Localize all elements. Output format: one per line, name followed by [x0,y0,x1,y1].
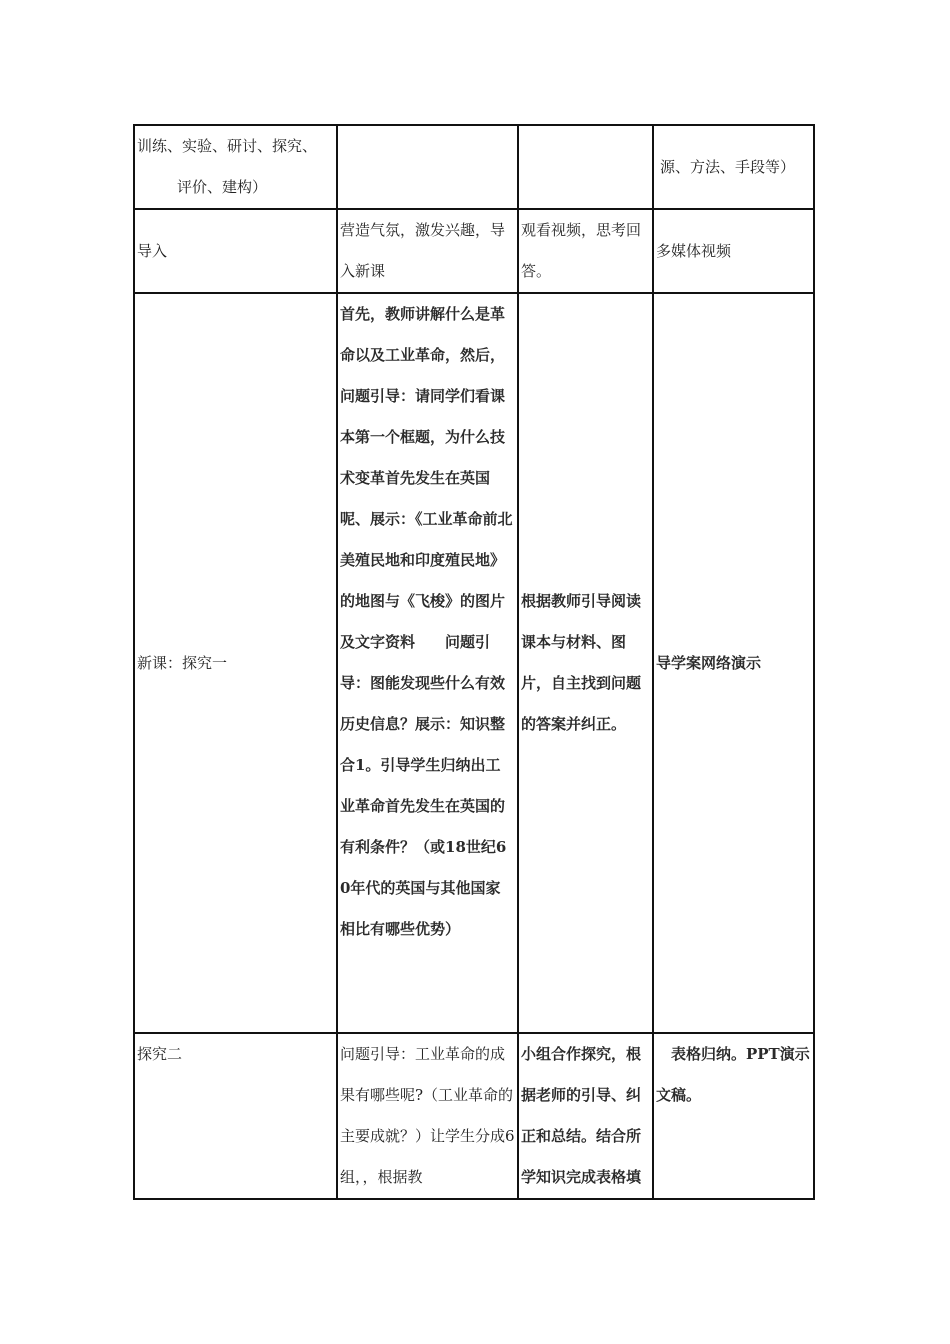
header-cell-teacher [337,125,518,209]
student-activity-cell: 观看视频，思考回答。 [518,209,653,293]
table-row [134,209,814,293]
teacher-activity-cell: 首先，教师讲解什么是革命以及工业革命，然后，问题引导：请同学们看课本第一个框题，为什么技术变革首先发生在英国呢、展示：《工业革命前北美殖民地和印度殖民地》的地图与《飞梭》的图片及文字资料 问题引导：图能发现些什么有效历史信息？展示：知识整合1。引导学生归纳出工业革命首先发生在英国的有利条件？（或18世纪60年代的英国与其他国家相比有哪些优势） [337,293,518,1033]
student-activity-cell: 根据教师引导阅读课本与材料、图片，自主找到问题的答案并纠正。 [518,293,653,1033]
teacher-activity-cell: 问题引导：工业革命的成果有哪些呢?（工业革命的主要成就？）让学生分成6组，，根据教 [337,1033,518,1199]
header-activity-line2: 评价、建构） [177,178,268,196]
header-cell-student [518,125,653,209]
stage-cell: 导入 [134,209,337,293]
header-activity-line1: 训练、实验、研讨、探究、 [137,137,318,155]
lesson-plan-table [133,124,815,1200]
table-row [134,293,814,1033]
resource-text: 表格归纳。PPT演示文稿。 [656,1045,810,1104]
stage-cell: 探究二 [134,1033,337,1199]
header-resources-text: 源、方法、手段等） [660,157,796,176]
resource-cell [653,1033,814,1199]
header-cell-activity-type [134,125,337,209]
header-cell-resources [653,125,814,209]
table-row [134,1033,814,1199]
stage-cell: 新课：探究一 [134,293,337,1033]
resource-cell: 导学案网络演示 [653,293,814,1033]
resource-cell: 多媒体视频 [653,209,814,293]
student-activity-cell: 小组合作探究，根据老师的引导、纠正和总结。结合所学知识完成表格填 [518,1033,653,1199]
table-header-row [134,125,814,209]
teacher-activity-cell: 营造气氛，激发兴趣，导入新课 [337,209,518,293]
